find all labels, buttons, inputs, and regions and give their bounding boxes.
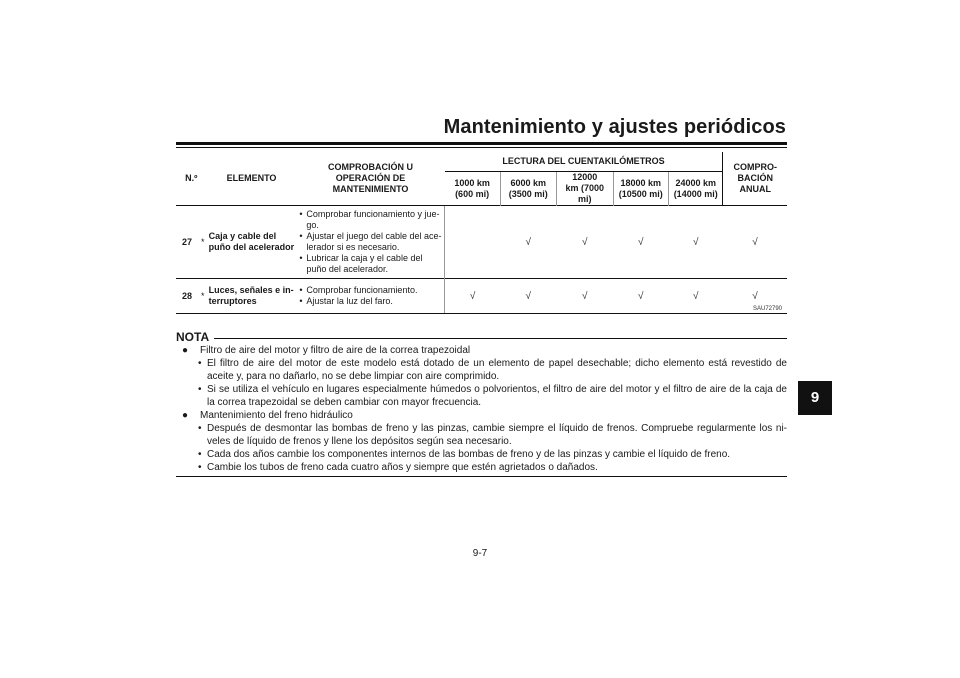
- nota-rule: [214, 338, 787, 339]
- check-cell: √: [668, 279, 722, 314]
- operation-item: • Lubricar la caja y el cable del puño del acelerador.: [299, 253, 423, 274]
- title-rule: [176, 142, 787, 145]
- page-title: Mantenimiento y ajustes periódicos: [443, 116, 786, 138]
- check-cell: √: [445, 279, 500, 314]
- row-number: 28: [176, 279, 199, 314]
- reference-code: SAU72790: [753, 306, 783, 312]
- title-rule-thin: [176, 147, 787, 148]
- check-cell: √: [557, 206, 614, 279]
- check-cell: √: [557, 279, 614, 314]
- check-cell: [445, 206, 500, 279]
- header-km-6000: 6000 km (3500 mi): [500, 172, 556, 206]
- operation-item: • Ajustar la luz del faro.: [299, 296, 393, 306]
- check-cell: √: [613, 206, 668, 279]
- check-cell: √: [668, 206, 722, 279]
- nota-section-heading: ● Filtro de aire del motor y filtro de aire de la correa trapezoidal: [182, 345, 471, 356]
- header-comprobacion: COMPROBACIÓN U OPERACIÓN DE MANTENIMIENTO: [328, 162, 413, 194]
- nota-item: • Cambie los tubos de freno cada cuatro años y siempre que estén agrietados o dañados.: [198, 462, 598, 473]
- check-cell: √: [723, 206, 787, 279]
- row-star: *: [199, 206, 207, 279]
- row-operations: [296, 279, 444, 314]
- nota-title: NOTA: [176, 330, 210, 344]
- header-anual: COMPRO- BACIÓN ANUAL: [723, 152, 787, 206]
- nota-item: • Si se utiliza el vehículo en lugares especialmente húmedos o polvorientos, el filtro de aire del motor y el filtro de aire de la caja de la correa trapezoidal se deben cambiar con mayor frecuencia.: [198, 384, 787, 408]
- header-km-18000: 18000 km (10500 mi): [613, 172, 668, 206]
- operation-item: • Comprobar funcionamiento y jue- go.: [299, 209, 440, 230]
- check-cell: √: [500, 279, 556, 314]
- nota-item: • El filtro de aire del motor de este modelo está dotado de un elemento de papel desechable; dicho elemento está revestido de aceite y, para no dañarlo, no se debe limpiar con aire comprimido.: [198, 358, 787, 382]
- operation-item: • Ajustar el juego del cable del ace- lerador si es necesario.: [299, 231, 442, 252]
- nota-bottom-rule: [176, 476, 787, 477]
- row-operations: [296, 206, 444, 279]
- nota-item: • Cada dos años cambie los componentes internos de las bombas de freno y de las pinzas y cambie el líquido de freno.: [198, 449, 731, 460]
- table-row: [176, 206, 787, 279]
- chapter-tab: 9: [798, 381, 832, 415]
- header-km-12000: 12000 km (7000 mi): [557, 172, 614, 206]
- header-lectura: LECTURA DEL CUENTAKILÓMETROS: [445, 152, 723, 172]
- header-km-1000: 1000 km (600 mi): [454, 177, 490, 199]
- nota-section-heading: ● Mantenimiento del freno hidráulico: [182, 410, 353, 421]
- row-element: Luces, señales e in- terruptores: [207, 279, 297, 314]
- row-star: *: [199, 279, 207, 314]
- row-element: Caja y cable del puño del acelerador: [207, 206, 297, 279]
- check-cell: √: [500, 206, 556, 279]
- maintenance-table: [176, 152, 787, 314]
- page-number: 9-7: [472, 548, 488, 559]
- row-number: 27: [176, 206, 199, 279]
- check-cell: √: [613, 279, 668, 314]
- check-cell: √: [723, 279, 787, 314]
- header-elemento: ELEMENTO: [226, 173, 277, 183]
- nota-body: [176, 344, 787, 474]
- header-km-24000: 24000 km (14000 mi): [668, 172, 722, 206]
- header-num: N.º: [185, 173, 198, 183]
- table-row: [176, 279, 787, 314]
- operation-item: • Comprobar funcionamiento.: [299, 285, 418, 295]
- nota-item: • Después de desmontar las bombas de freno y las pinzas, cambie siempre el líquido de frenos. Compruebe regularmente los ni- veles de líquido de frenos y llene los depósitos según sea necesario.: [198, 423, 787, 447]
